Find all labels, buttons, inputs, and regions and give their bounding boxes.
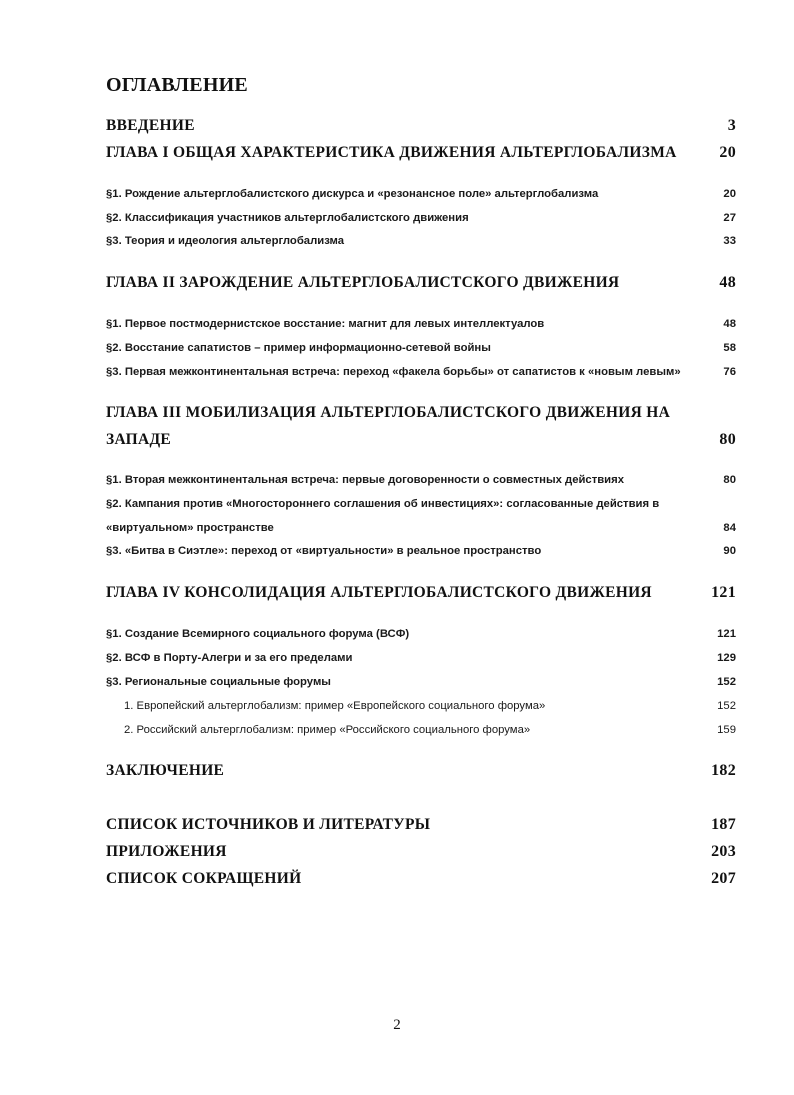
toc-entry-chapter-3-line1	[106, 404, 736, 422]
entry-label: §1. Первое постмодернистское восстание: магнит для левых интеллектуалов	[106, 318, 545, 330]
entry-page: 48	[719, 274, 736, 291]
entry-page: 182	[711, 762, 736, 779]
entry-label: §2. Классификация участников альтерглобалистского движения	[106, 212, 469, 224]
toc-entry-section	[106, 235, 736, 247]
entry-page: 33	[723, 235, 736, 247]
entry-label: §3. Первая межконтинентальная встреча: переход «факела борьбы» от сапатистов к «новым левым»	[106, 366, 681, 378]
entry-label: 2. Российский альтерглобализм: пример «Российского социального форума»	[124, 724, 531, 736]
toc-entry-section	[106, 474, 736, 486]
entry-label: §3. Региональные социальные форумы	[106, 676, 331, 688]
toc-entry-chapter-2	[106, 274, 736, 292]
toc-entry-chapter-4	[106, 584, 736, 602]
toc-entry-section-line1	[106, 498, 736, 510]
entry-page: 76	[723, 366, 736, 378]
entry-label: 1. Европейский альтерглобализм: пример «Европейского социального форума»	[124, 700, 546, 712]
entry-label: ВВЕДЕНИЕ	[106, 117, 195, 134]
toc-entry-section	[106, 366, 736, 378]
entry-label: «виртуальном» пространстве	[106, 522, 274, 534]
entry-label: ГЛАВА IV КОНСОЛИДАЦИЯ АЛЬТЕРГЛОБАЛИСТСКОГО ДВИЖЕНИЯ	[106, 584, 652, 601]
entry-page: 203	[711, 843, 736, 860]
entry-label: СПИСОК СОКРАЩЕНИЙ	[106, 870, 302, 887]
toc-entry-appendices	[106, 843, 736, 861]
entry-label: §2. ВСФ в Порту-Алегри и за его пределами	[106, 652, 353, 664]
toc-entry-chapter-3-line2	[106, 431, 736, 449]
entry-page: 159	[717, 724, 736, 736]
toc-entry-bibliography	[106, 816, 736, 834]
entry-page: 207	[711, 870, 736, 887]
toc-entry-subsection	[124, 724, 736, 736]
entry-page: 121	[717, 628, 736, 640]
entry-page: 27	[723, 212, 736, 224]
toc-title: ОГЛАВЛЕНИЕ	[106, 74, 248, 96]
entry-page: 152	[717, 676, 736, 688]
toc-entry-section	[106, 342, 736, 354]
entry-label: §3. Теория и идеология альтерглобализма	[106, 235, 345, 247]
toc-entry-introduction	[106, 117, 736, 135]
toc-entry-section	[106, 652, 736, 664]
entry-label: §1. Создание Всемирного социального форума (ВСФ)	[106, 628, 410, 640]
page-number: 2	[393, 1017, 401, 1033]
toc-entry-section-line2	[106, 522, 736, 534]
toc-entry-section	[106, 676, 736, 688]
entry-page: 187	[711, 816, 736, 833]
entry-label: §3. «Битва в Сиэтле»: переход от «виртуальности» в реальное пространство	[106, 545, 542, 557]
entry-page: 20	[719, 144, 736, 161]
toc-entry-section	[106, 212, 736, 224]
toc-entry-section	[106, 188, 736, 200]
toc-entry-abbreviations	[106, 870, 736, 888]
entry-page: 58	[723, 342, 736, 354]
entry-page: 20	[723, 188, 736, 200]
entry-page: 48	[723, 318, 736, 330]
entry-page: 84	[723, 522, 736, 534]
toc-entry-conclusion	[106, 762, 736, 780]
toc-entry-section	[106, 318, 736, 330]
entry-label: §2. Кампания против «Многостороннего соглашения об инвестициях»: согласованные действия в	[106, 498, 660, 510]
entry-label: ГЛАВА III МОБИЛИЗАЦИЯ АЛЬТЕРГЛОБАЛИСТСКОГО ДВИЖЕНИЯ НА	[106, 404, 671, 421]
entry-page: 129	[717, 652, 736, 664]
entry-page: 80	[719, 431, 736, 448]
entry-label: ГЛАВА II ЗАРОЖДЕНИЕ АЛЬТЕРГЛОБАЛИСТСКОГО ДВИЖЕНИЯ	[106, 274, 620, 291]
entry-page: 121	[711, 584, 736, 601]
toc-entry-subsection	[124, 700, 736, 712]
toc-entry-section	[106, 545, 736, 557]
entry-label: ЗАКЛЮЧЕНИЕ	[106, 762, 225, 779]
entry-label: §2. Восстание сапатистов – пример информационно-сетевой войны	[106, 342, 491, 354]
entry-page: 80	[723, 474, 736, 486]
toc-entry-chapter-1	[106, 144, 736, 162]
entry-label: §1. Вторая межконтинентальная встреча: первые договоренности о совместных действиях	[106, 474, 625, 486]
entry-page: 152	[717, 700, 736, 712]
entry-label: СПИСОК ИСТОЧНИКОВ И ЛИТЕРАТУРЫ	[106, 816, 431, 833]
entry-page: 3	[727, 117, 736, 134]
entry-label: ГЛАВА I ОБЩАЯ ХАРАКТЕРИСТИКА ДВИЖЕНИЯ АЛЬТЕРГЛОБАЛИЗМА	[106, 144, 677, 161]
entry-label: §1. Рождение альтерглобалистского дискурса и «резонансное поле» альтерглобализма	[106, 188, 599, 200]
entry-label: ПРИЛОЖЕНИЯ	[106, 843, 227, 860]
entry-page: 90	[723, 545, 736, 557]
entry-label: ЗАПАДЕ	[106, 431, 172, 448]
toc-entry-section	[106, 628, 736, 640]
